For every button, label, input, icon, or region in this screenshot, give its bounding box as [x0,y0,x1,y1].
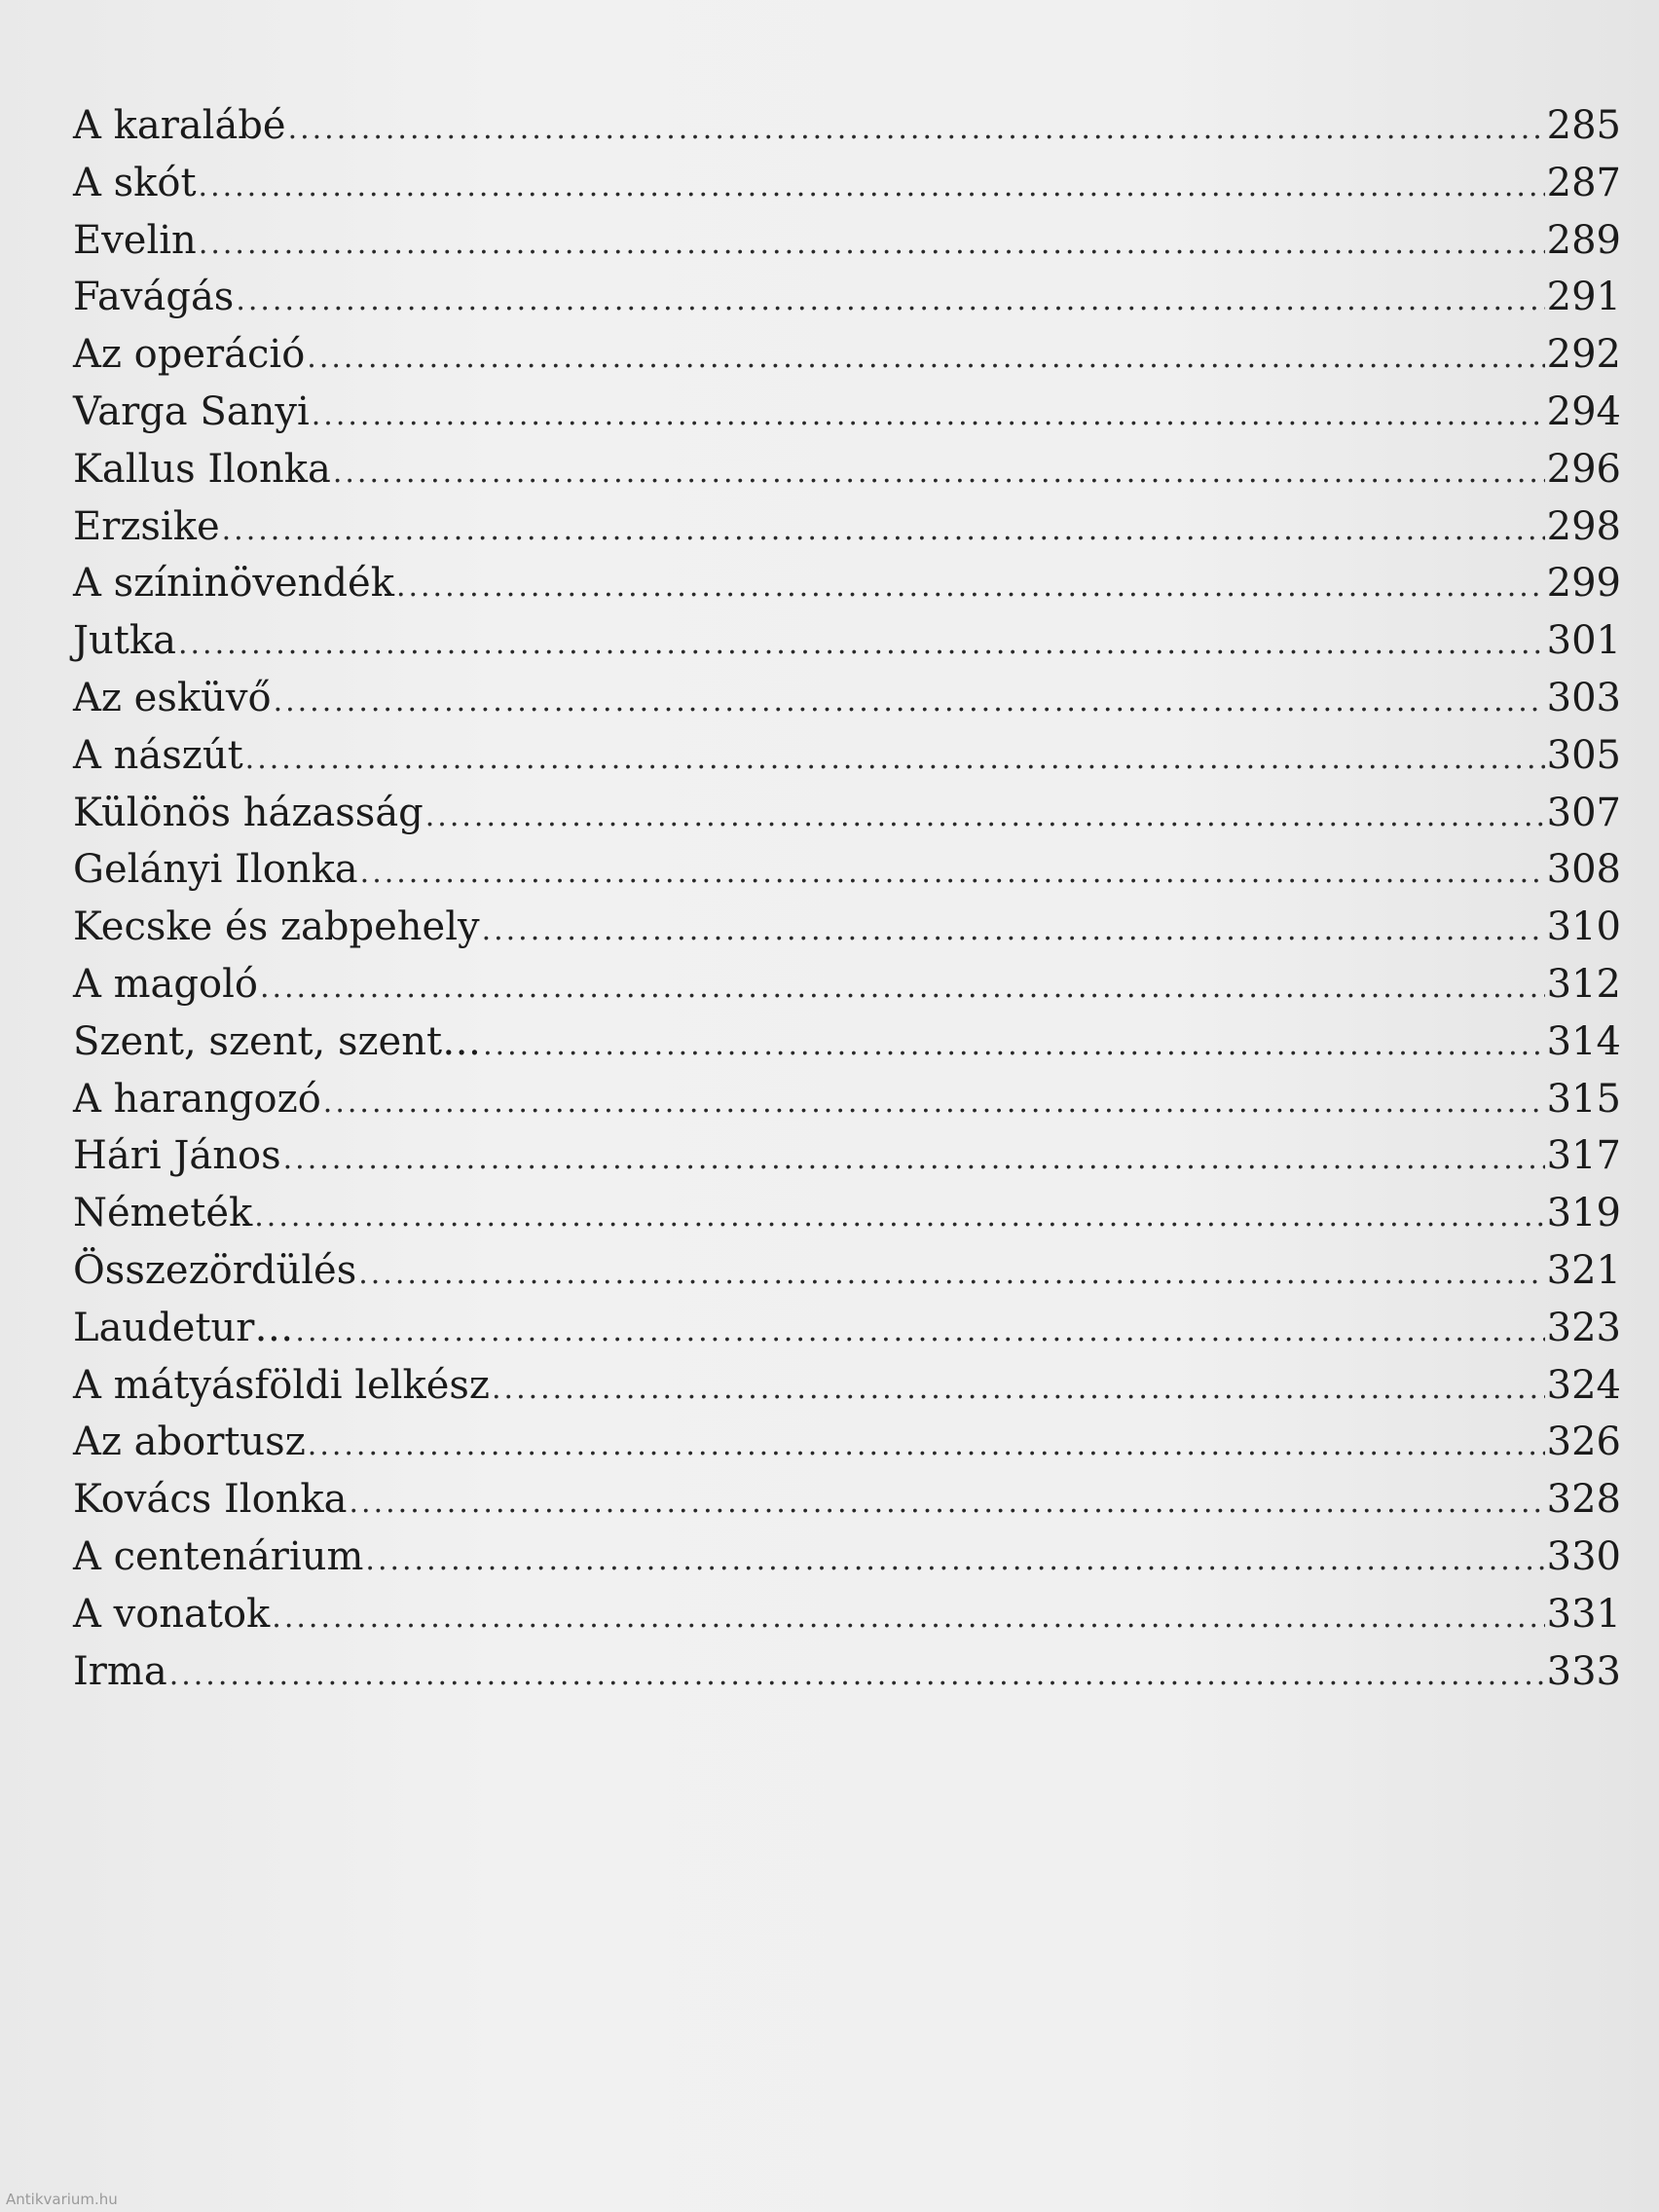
dot-leader [169,1647,1545,1705]
toc-entry [73,785,1621,842]
entry-page-number: 287 [1546,160,1621,205]
entry-page-number: 294 [1546,388,1621,434]
entry-title: A harangozó [73,1076,321,1122]
toc-entry [73,1242,1621,1300]
toc-entry [73,670,1621,727]
dot-leader [274,674,1545,731]
entry-title: Irma [73,1648,167,1694]
entry-page-number: 333 [1546,1648,1621,1694]
entry-title: Evelin [73,217,197,263]
dot-leader [222,502,1545,560]
entry-page-number: 308 [1546,847,1621,893]
dot-leader [358,1246,1544,1304]
dot-leader [425,789,1545,846]
entry-title: A mátyásföldi lelkész [73,1362,490,1408]
entry-title: A színinövendék [73,561,394,607]
entry-page-number: 331 [1546,1591,1621,1637]
toc-entry [73,1300,1621,1357]
dot-leader [254,1189,1544,1246]
entry-title: Összezördülés [73,1247,357,1293]
dot-leader [245,731,1545,789]
entry-title: Az esküvő [73,675,272,720]
toc-entry [73,1529,1621,1586]
entry-page-number: 324 [1546,1362,1621,1408]
dot-leader [365,1532,1544,1590]
dot-leader [199,216,1545,274]
entry-page-number: 330 [1546,1533,1621,1579]
dot-leader [283,1131,1545,1189]
entry-title: A magoló [73,961,258,1007]
entry-title: Kovács Ilonka [73,1477,348,1523]
toc-entry [73,1586,1621,1643]
toc-entry [73,841,1621,899]
toc-entry [73,1071,1621,1128]
entry-page-number: 310 [1546,904,1621,950]
entry-page-number: 312 [1546,961,1621,1007]
entry-title: Kecske és zabpehely [73,904,480,950]
entry-page-number: 299 [1546,561,1621,607]
dot-leader [178,616,1545,674]
entry-title: A vonatok [73,1591,271,1637]
dot-leader [312,387,1545,445]
entry-title: Szent, szent, szent… [73,1018,482,1064]
entry-page-number: 291 [1546,275,1621,320]
entry-title: Jutka [73,618,176,664]
entry-page-number: 307 [1546,790,1621,835]
entry-title: Az operáció [73,332,306,378]
toc-entry [73,269,1621,326]
dot-leader [323,1075,1545,1132]
toc-entry [73,1471,1621,1529]
entry-page-number: 292 [1546,332,1621,378]
toc-entry [73,727,1621,785]
toc-entry [73,956,1621,1014]
entry-page-number: 303 [1546,675,1621,720]
dot-leader [360,845,1545,903]
toc-entry [73,155,1621,212]
entry-title: A nászút [73,732,243,778]
dot-leader [482,903,1545,960]
dot-leader [199,159,1545,216]
entry-page-number: 301 [1546,618,1621,664]
dot-leader [272,1590,1544,1647]
entry-page-number: 317 [1546,1133,1621,1179]
entry-page-number: 305 [1546,732,1621,778]
entry-title: Hári János [73,1133,281,1179]
dot-leader [483,1017,1545,1075]
entry-title: Erzsike [73,503,220,549]
dot-leader [396,559,1545,616]
dot-leader [260,960,1545,1017]
entry-title: Favágás [73,275,235,320]
toc-entry [73,555,1621,612]
entry-page-number: 321 [1546,1247,1621,1293]
dot-leader [295,1304,1544,1361]
toc-entry [73,612,1621,670]
toc-entry [73,97,1621,155]
entry-title: Németék [73,1191,253,1236]
entry-page-number: 326 [1546,1419,1621,1465]
entry-title: Kallus Ilonka [73,446,331,492]
entry-title: Különös házasság [73,790,424,835]
entry-page-number: 319 [1546,1191,1621,1236]
entry-title: Laudetur… [73,1305,294,1350]
dot-leader [333,445,1545,502]
dot-leader [288,101,1545,159]
entry-title: A centenárium [73,1533,364,1579]
table-of-contents [73,97,1621,1700]
entry-title: A karalábé [73,103,286,148]
toc-entry [73,1185,1621,1242]
toc-entry [73,384,1621,441]
dot-leader [308,1418,1545,1475]
entry-page-number: 298 [1546,503,1621,549]
toc-entry [73,1127,1621,1185]
toc-entry [73,899,1621,956]
dot-leader [236,273,1544,330]
entry-page-number: 314 [1546,1018,1621,1064]
entry-page-number: 315 [1546,1076,1621,1122]
entry-page-number: 289 [1546,217,1621,263]
entry-page-number: 296 [1546,446,1621,492]
entry-title: Varga Sanyi [73,388,310,434]
entry-title: Az abortusz [73,1419,306,1465]
entry-page-number: 328 [1546,1477,1621,1523]
entry-title: Gelányi Ilonka [73,847,358,893]
watermark: Antikvarium.hu [6,2191,118,2208]
entry-page-number: 285 [1546,103,1621,148]
entry-title: A skót [73,160,197,205]
dot-leader [350,1475,1545,1532]
toc-entry [73,326,1621,384]
toc-entry [73,441,1621,498]
toc-entry [73,1014,1621,1071]
toc-entry [73,498,1621,556]
toc-entry [73,1414,1621,1471]
dot-leader [492,1361,1545,1419]
toc-entry [73,1643,1621,1701]
dot-leader [307,330,1544,387]
entry-page-number: 323 [1546,1305,1621,1350]
toc-entry [73,212,1621,270]
toc-entry [73,1357,1621,1415]
